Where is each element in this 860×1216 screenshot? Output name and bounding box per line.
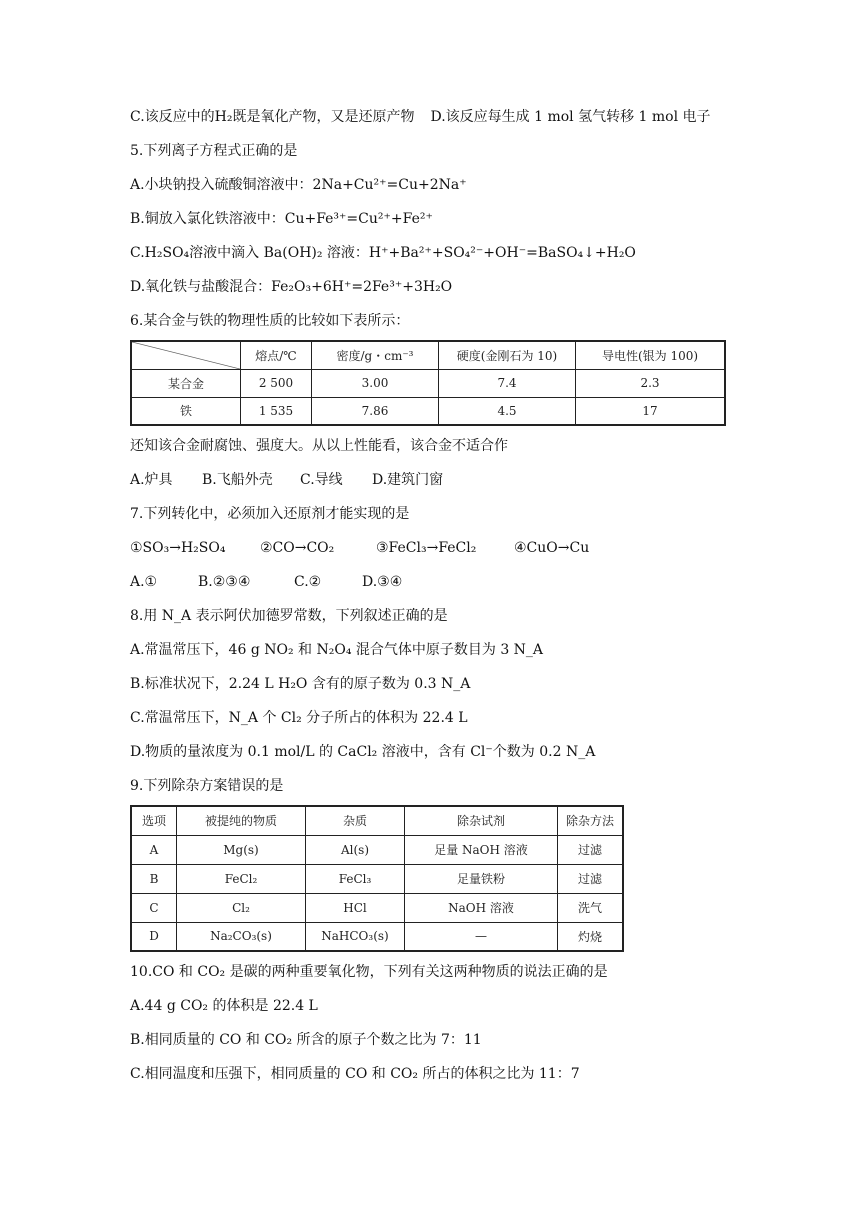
table-cell: 3.00 <box>312 369 439 397</box>
q10-option-b: B.相同质量的 CO 和 CO₂ 所含的原子个数之比为 7：11 <box>130 1032 482 1048</box>
q8-stem: 8.用 N_A 表示阿伏加德罗常数，下列叙述正确的是 <box>130 608 448 624</box>
q6-option-b: B.飞船外壳 <box>202 472 273 488</box>
table-cell: 某合金 <box>131 369 241 397</box>
q6-option-d: D.建筑门窗 <box>372 472 444 488</box>
q7-option-b: B.②③④ <box>198 574 251 590</box>
table-cell: Mg(s) <box>177 835 306 864</box>
table-cell: 1 535 <box>241 397 312 425</box>
table-cell: NaOH 溶液 <box>405 893 558 922</box>
table-cell: 足量 NaOH 溶液 <box>405 835 558 864</box>
q7-options <box>130 565 740 599</box>
q7-option-c: C.② <box>294 574 322 590</box>
table-cell: 7.86 <box>312 397 439 425</box>
q8-option-c: C.常温常压下，N_A 个 Cl₂ 分子所占的体积为 22.4 L <box>130 710 468 726</box>
q6-option-c: C.导线 <box>300 472 343 488</box>
q10-option-c: C.相同温度和压强下，相同质量的 CO 和 CO₂ 所占的体积之比为 11：7 <box>130 1066 580 1082</box>
q6-property-table <box>130 340 726 426</box>
q6-followup: 还知该合金耐腐蚀、强度大。从以上性能看，该合金不适合作 <box>130 438 508 454</box>
table-cell: 灼烧 <box>558 922 624 951</box>
table-cell: NaHCO₃(s) <box>306 922 405 951</box>
q5-option-a: A.小块钠投入硫酸铜溶液中：2Na+Cu²⁺=Cu+2Na⁺ <box>130 177 467 193</box>
q10-option-a: A.44 g CO₂ 的体积是 22.4 L <box>130 998 318 1014</box>
q7-item-4: ④CuO→Cu <box>514 540 590 556</box>
header-cell: 除杂试剂 <box>405 806 558 835</box>
q10-stem: 10.CO 和 CO₂ 是碳的两种重要氧化物，下列有关这两种物质的说法正确的是 <box>130 964 608 980</box>
table-cell: 2.3 <box>576 369 726 397</box>
table-cell: 2 500 <box>241 369 312 397</box>
header-cell: 杂质 <box>306 806 405 835</box>
table-cell: FeCl₃ <box>306 864 405 893</box>
table-cell: — <box>405 922 558 951</box>
q6-option-a: A.炉具 <box>130 472 173 488</box>
table-row <box>131 893 623 922</box>
table-cell: Al(s) <box>306 835 405 864</box>
header-cell: 被提纯的物质 <box>177 806 306 835</box>
q7-items <box>130 531 740 565</box>
table-cell: C <box>131 893 177 922</box>
table-cell: FeCl₂ <box>177 864 306 893</box>
exam-page <box>130 100 740 1091</box>
q7-option-d: D.③④ <box>362 574 403 590</box>
header-cell: 熔点/℃ <box>241 341 312 369</box>
q7-item-2: ②CO→CO₂ <box>260 540 335 556</box>
table-cell: 17 <box>576 397 726 425</box>
q7-item-1: ①SO₃→H₂SO₄ <box>130 540 226 556</box>
q4-option-d: D.该反应每生成 1 mol 氢气转移 1 mol 电子 <box>430 109 711 125</box>
table-row <box>131 369 725 397</box>
table-cell: 洗气 <box>558 893 624 922</box>
q7-option-a: A.① <box>130 574 158 590</box>
q5-option-b: B.铜放入氯化铁溶液中：Cu+Fe³⁺=Cu²⁺+Fe²⁺ <box>130 211 433 227</box>
q8-option-a: A.常温常压下，46 g NO₂ 和 N₂O₄ 混合气体中原子数目为 3 N_A <box>130 642 544 658</box>
table-row <box>131 397 725 425</box>
q4-option-c: C.该反应中的H₂既是氧化产物，又是还原产物 <box>130 109 415 125</box>
table-cell: A <box>131 835 177 864</box>
q9-purification-table <box>130 805 624 952</box>
table-cell: D <box>131 922 177 951</box>
table-cell: 7.4 <box>439 369 576 397</box>
q5-option-c: C.H₂SO₄溶液中滴入 Ba(OH)₂ 溶液：H⁺+Ba²⁺+SO₄²⁻+OH⁻=BaSO₄↓+H₂O <box>130 245 636 261</box>
header-cell: 除杂方法 <box>558 806 624 835</box>
table-header-row <box>131 341 725 369</box>
table-row <box>131 835 623 864</box>
table-cell: 过滤 <box>558 864 624 893</box>
table-cell: B <box>131 864 177 893</box>
table-cell: 过滤 <box>558 835 624 864</box>
q4-options-cd <box>130 100 740 134</box>
q6-options <box>130 463 740 497</box>
table-row <box>131 922 623 951</box>
q6-stem: 6.某合金与铁的物理性质的比较如下表所示： <box>130 313 410 329</box>
header-cell: 导电性(银为 100) <box>576 341 726 369</box>
q7-stem: 7.下列转化中，必须加入还原剂才能实现的是 <box>130 506 410 522</box>
q9-stem: 9.下列除杂方案错误的是 <box>130 778 284 794</box>
table-row <box>131 864 623 893</box>
table-cell: HCl <box>306 893 405 922</box>
q5-option-d: D.氧化铁与盐酸混合：Fe₂O₃+6H⁺=2Fe³⁺+3H₂O <box>130 279 453 295</box>
table-cell: Cl₂ <box>177 893 306 922</box>
header-cell: 硬度(金刚石为 10) <box>439 341 576 369</box>
table-header-row <box>131 806 623 835</box>
q8-option-d: D.物质的量浓度为 0.1 mol/L 的 CaCl₂ 溶液中，含有 Cl⁻个数为 0.2 N_A <box>130 744 596 760</box>
table-cell: Na₂CO₃(s) <box>177 922 306 951</box>
header-cell: 选项 <box>131 806 177 835</box>
q7-item-3: ③FeCl₃→FeCl₂ <box>376 540 477 556</box>
table-cell: 铁 <box>131 397 241 425</box>
q8-option-b: B.标准状况下，2.24 L H₂O 含有的原子数为 0.3 N_A <box>130 676 471 692</box>
diagonal-header-cell <box>131 341 241 369</box>
table-cell: 4.5 <box>439 397 576 425</box>
header-cell: 密度/g・cm⁻³ <box>312 341 439 369</box>
table-cell: 足量铁粉 <box>405 864 558 893</box>
q5-stem: 5.下列离子方程式正确的是 <box>130 143 298 159</box>
